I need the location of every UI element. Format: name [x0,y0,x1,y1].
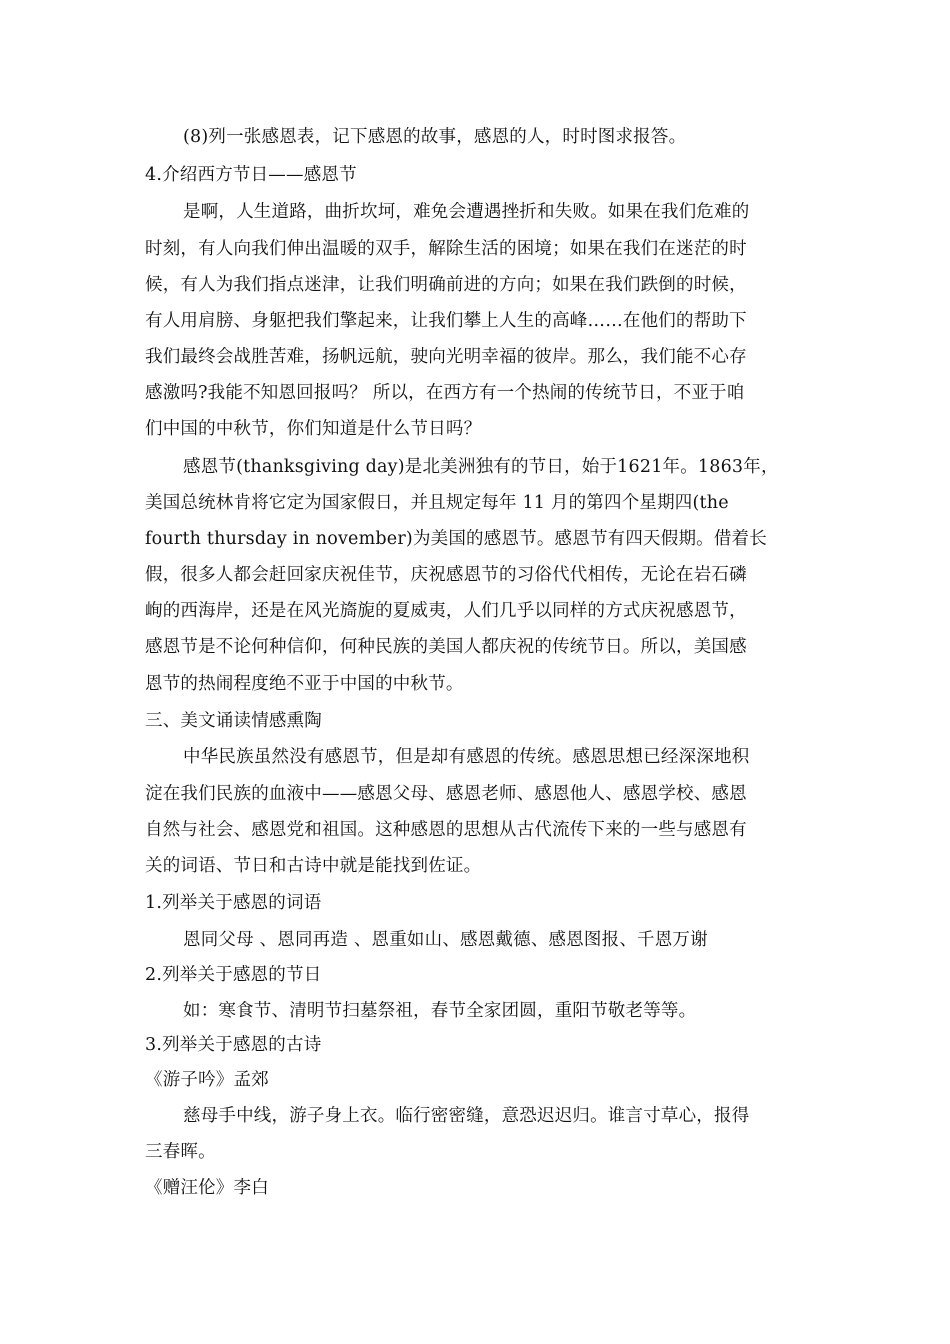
poem-title: 《赠汪伦》李白 [145,1178,269,1198]
paragraph-line: 关的词语、节日和古诗中就是能找到佐证。 [145,856,482,876]
paragraph-line: fourth thursday in november)为美国的感恩节。感恩节有四天假期。借着长 [145,529,767,549]
poem-title: 《游子吟》孟郊 [145,1070,269,1090]
festival-list: 如：寒食节、清明节扫墓祭祖，春节全家团圆，重阳节敬老等等。 [183,1001,697,1021]
paragraph-line: 感恩节是不论何种信仰，何种民族的美国人都庆祝的传统节日。所以，美国感 [145,637,747,657]
paragraph-line: 我们最终会战胜苦难，扬帆远航，驶向光明幸福的彼岸。那么，我们能不心存 [145,347,747,367]
section-heading-reading: 三、美文诵读情感熏陶 [145,711,322,731]
paragraph-line: 候，有人为我们指点迷津，让我们明确前进的方向；如果在我们跌倒的时候， [145,275,747,295]
paragraph-line: 感激吗?我能不知恩回报吗？ 所以，在西方有一个热闹的传统节日，不亚于咱 [145,383,745,403]
subheading-words: 1.列举关于感恩的词语 [145,893,322,913]
paragraph-line: 时刻，有人向我们伸出温暖的双手，解除生活的困境；如果在我们在迷茫的时 [145,239,747,259]
paragraph-line: 是啊，人生道路，曲折坎坷，难免会遭遇挫折和失败。如果在我们危难的 [183,202,750,222]
paragraph-line: 自然与社会、感恩党和祖国。这种感恩的思想从古代流传下来的一些与感恩有 [145,820,747,840]
paragraph-line: 们中国的中秋节，你们知道是什么节日吗？ [145,419,482,439]
paragraph-line: 恩节的热闹程度绝不亚于中国的中秋节。 [145,674,464,694]
paragraph-line: 感恩节(thanksgiving day)是北美洲独有的节日，始于1621年。1863年， [183,457,779,477]
paragraph-line: 峋的西海岸，还是在风光旖旎的夏威夷，人们几乎以同样的方式庆祝感恩节， [145,601,747,621]
paragraph-line: 淀在我们民族的血液中——感恩父母、感恩老师、感恩他人、感恩学校、感恩 [145,784,747,804]
subheading-festivals: 2.列举关于感恩的节日 [145,965,322,985]
subheading-poems: 3.列举关于感恩的古诗 [145,1035,322,1055]
paragraph-line: 假，很多人都会赶回家庆祝佳节，庆祝感恩节的习俗代代相传，无论在岩石磷 [145,565,747,585]
poem-text: 慈母手中线，游子身上衣。临行密密缝，意恐迟迟归。谁言寸草心，报得 [183,1106,750,1126]
paragraph-line: 有人用肩膀、身躯把我们擎起来，让我们攀上人生的高峰……在他们的帮助下 [145,311,747,331]
poem-text: 三春晖。 [145,1142,216,1162]
paragraph-line: 美国总统林肯将它定为国家假日，并且规定每年 11 月的第四个星期四(the [145,493,729,513]
list-item-8: (8)列一张感恩表，记下感恩的故事，感恩的人，时时图求报答。 [183,127,687,147]
paragraph-line: 中华民族虽然没有感恩节，但是却有感恩的传统。感恩思想已经深深地积 [183,747,750,767]
word-list: 恩同父母 、恩同再造 、恩重如山、感恩戴德、感恩图报、千恩万谢 [183,930,708,950]
section-heading-thanksgiving: 4.介绍西方节日——感恩节 [145,165,357,185]
